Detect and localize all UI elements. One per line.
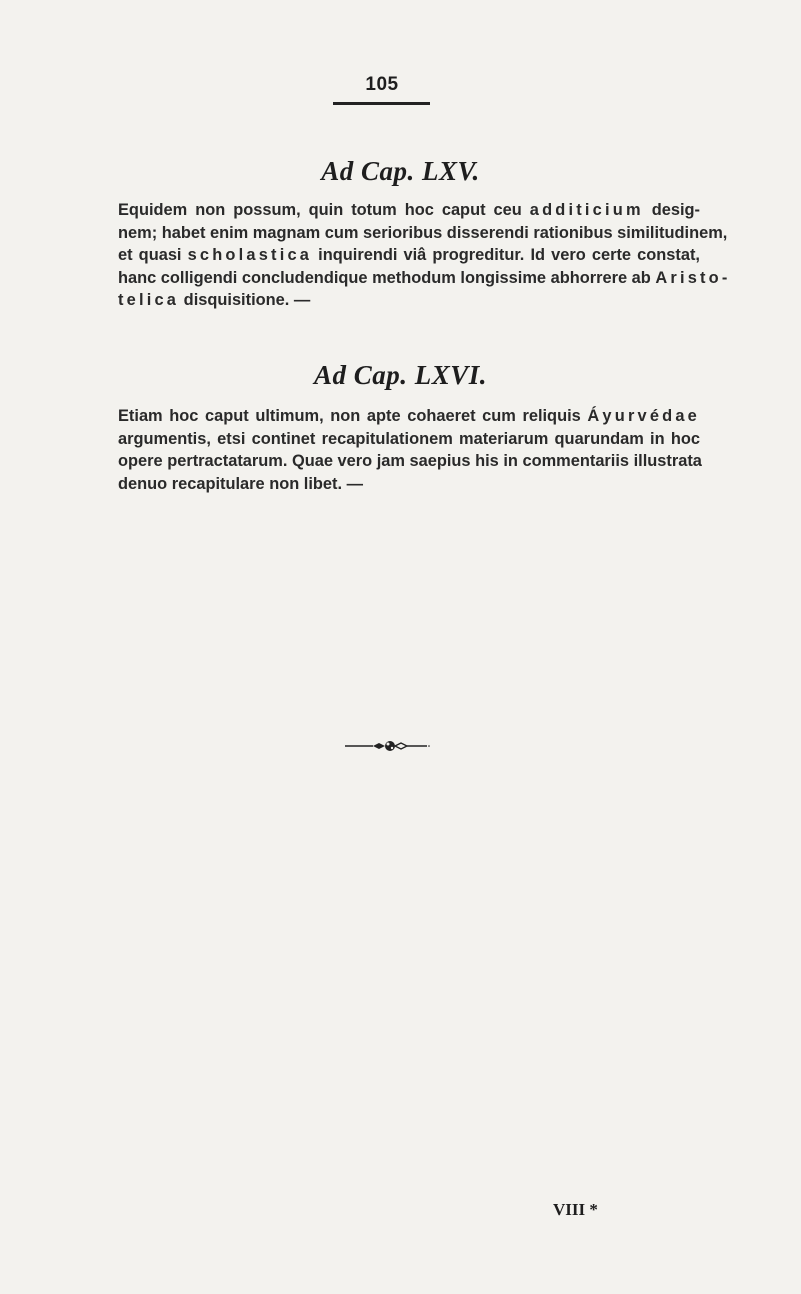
spaced-word: telica xyxy=(118,291,180,309)
section-heading-lxvi: Ad Cap. LXVI. xyxy=(313,360,488,390)
signature-mark: VIII * xyxy=(553,1200,598,1219)
section-heading-lxv: Ad Cap. LXV. xyxy=(321,156,480,186)
spaced-word: scholastica xyxy=(187,246,313,264)
ornament-divider xyxy=(343,738,431,754)
header-rule xyxy=(333,102,430,105)
text-line: argumentis, etsi continet recapitulationem materiarum quarundam in hoc xyxy=(118,429,700,448)
text-line: denuo recapitulare non libet. — xyxy=(118,474,363,493)
spaced-word: Aristo- xyxy=(655,268,731,287)
spaced-word: additicium xyxy=(529,201,644,219)
page-number: 105 xyxy=(365,74,399,95)
text-line: Etiam hoc caput ultimum, non apte cohaeret cum reliquis Áyurvédae xyxy=(118,407,700,425)
paragraph-lxv xyxy=(118,199,731,312)
text-line: opere pertractatarum. Quae vero jam saepius his in commentariis illustrata xyxy=(118,452,702,470)
text-line: hanc colligendi concludendique methodum longissime abhorrere ab Aristo- xyxy=(118,268,731,287)
spaced-word: Áyurvédae xyxy=(587,407,700,425)
text-line: Equidem non possum, quin totum hoc caput ceu additicium desig- xyxy=(118,201,700,219)
text-line: telica disquisitione. — xyxy=(118,291,311,309)
text-line: nem; habet enim magnam cum serioribus disserendi rationibus similitudinem, xyxy=(118,223,728,242)
text-line: et quasi scholastica inquirendi viâ progreditur. Id vero certe constat, xyxy=(118,246,700,264)
paragraph-lxvi xyxy=(118,405,700,495)
